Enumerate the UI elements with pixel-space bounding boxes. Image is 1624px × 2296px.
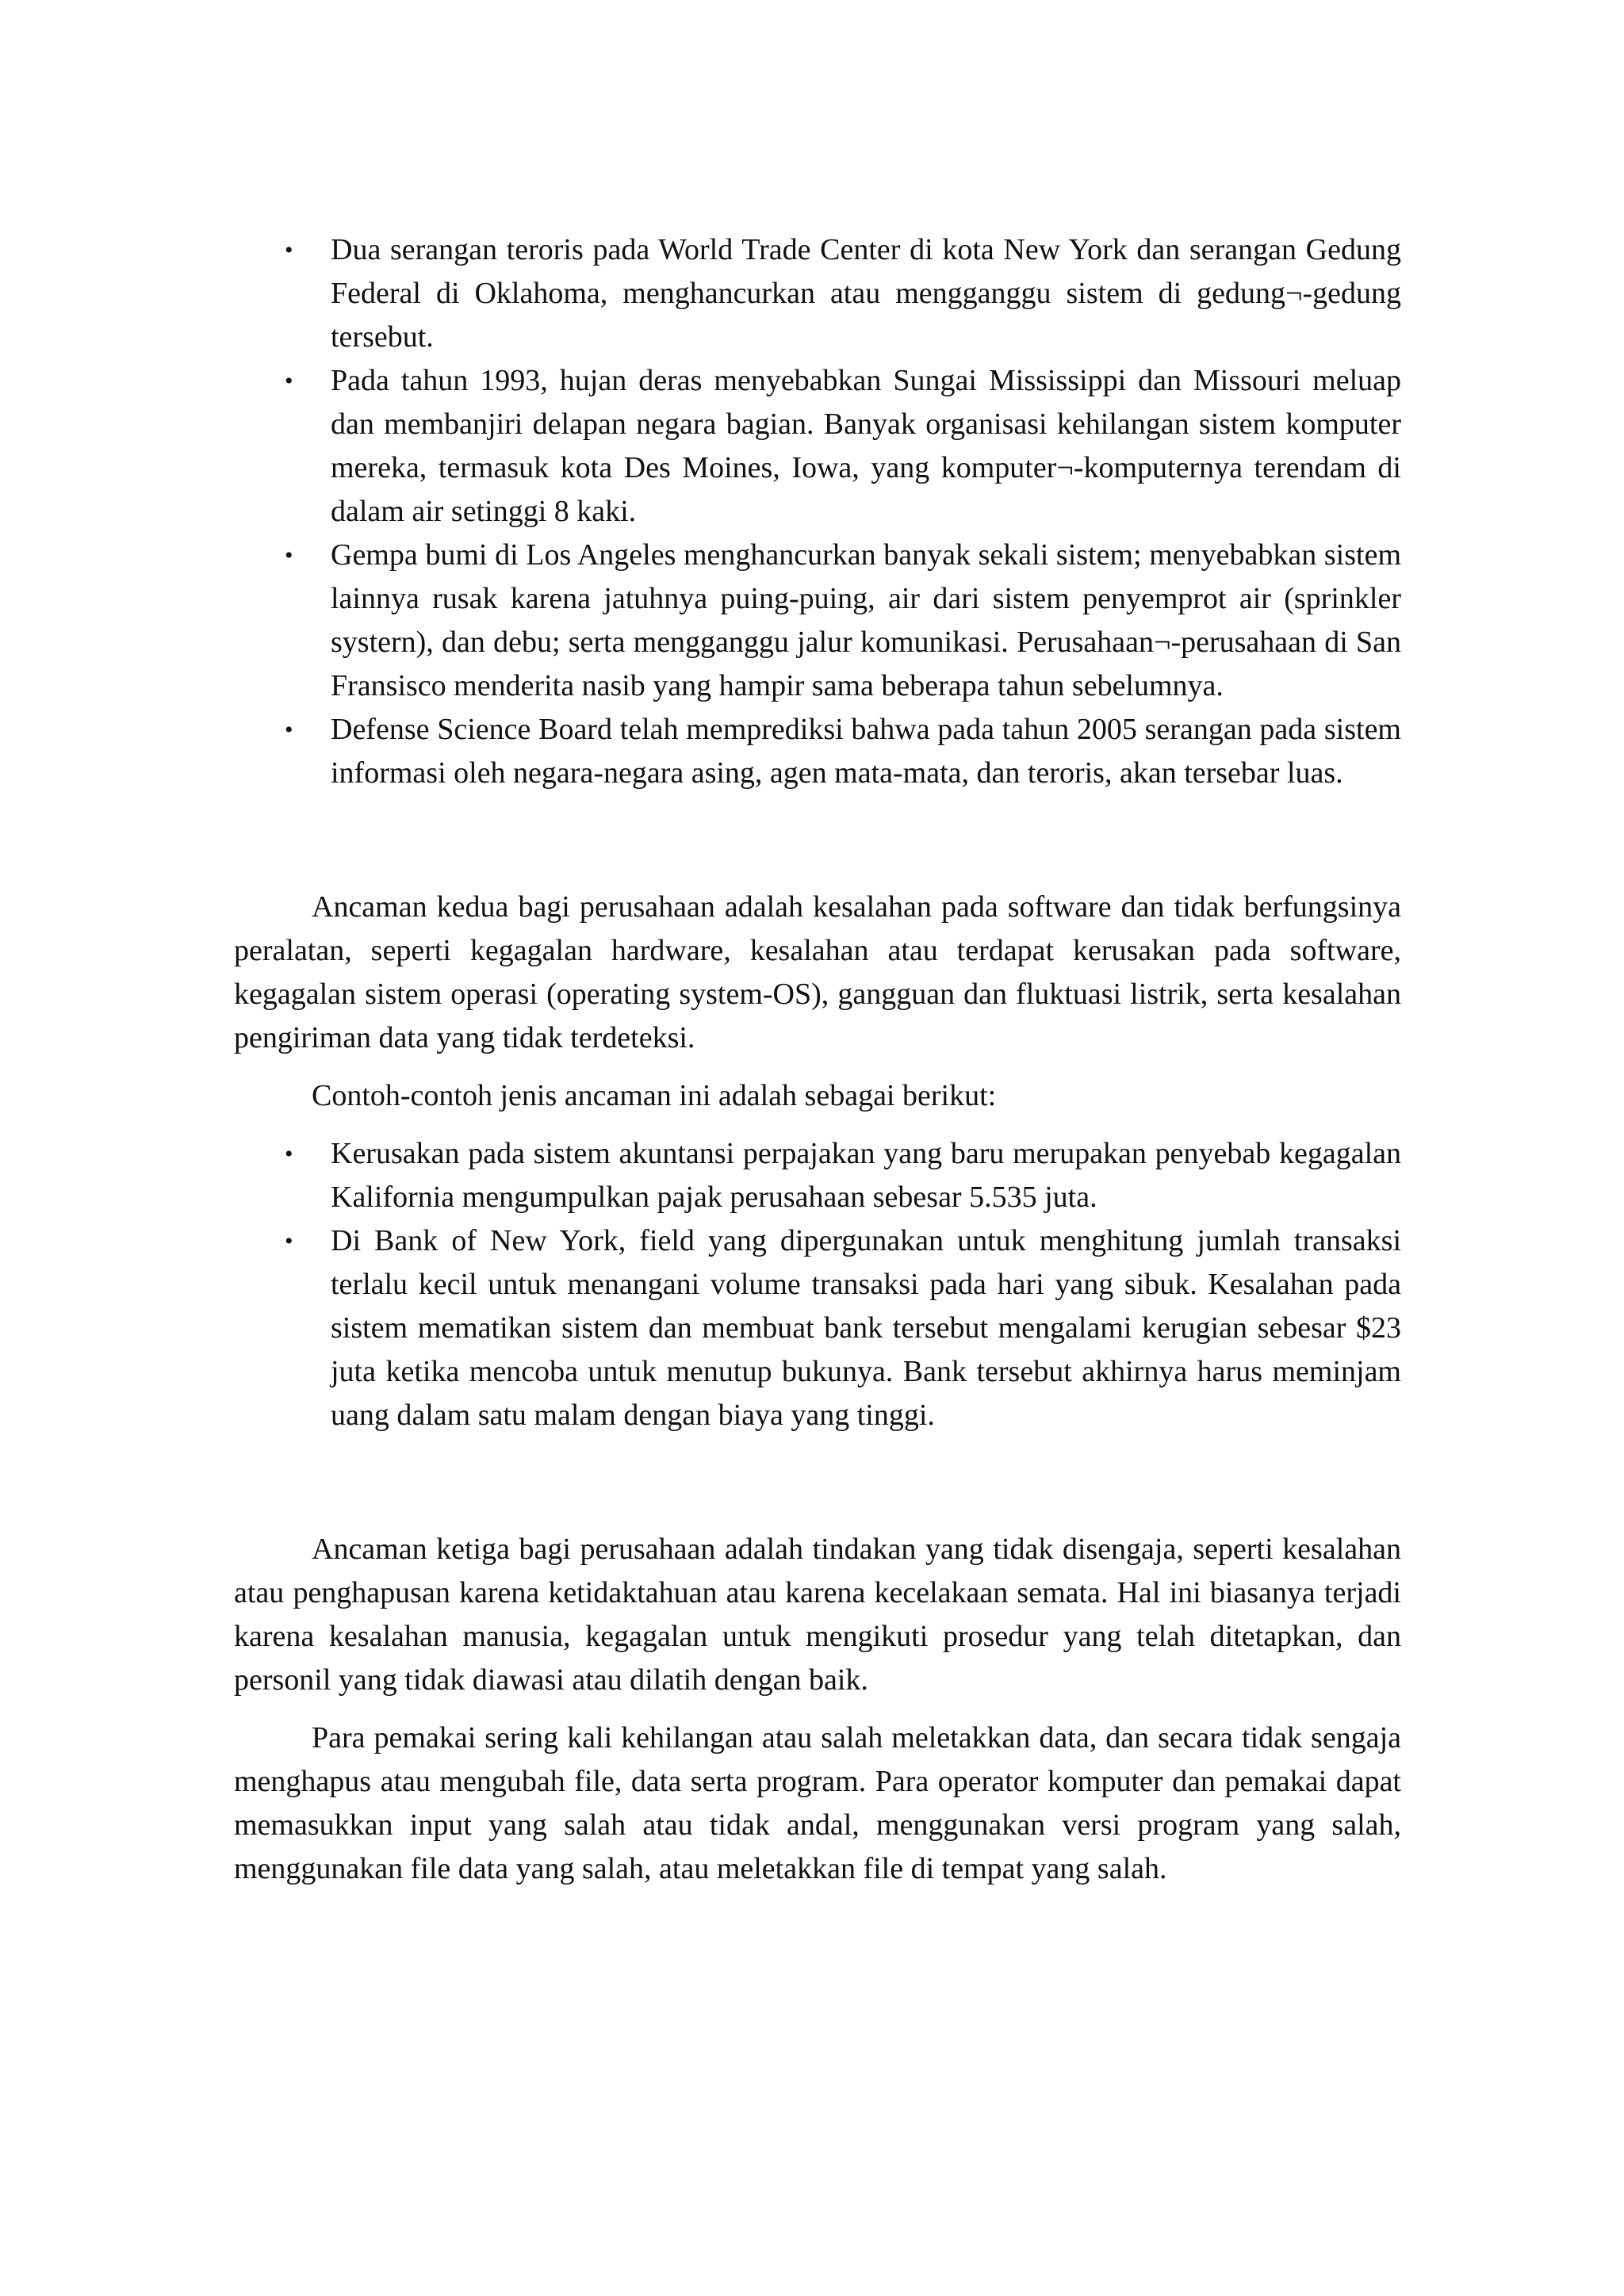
spacer xyxy=(234,1702,1401,1716)
list-item-text: Dua serangan teroris pada World Trade Center di kota New York dan serangan Gedung Federal di Oklahoma, menghancurkan atau mengganggu sistem di gedung¬-gedung tersebut. xyxy=(331,233,1401,354)
paragraph-threat-three: Ancaman ketiga bagi perusahaan adalah tindakan yang tidak disengaja, seperti kesalahan atau penghapusan karena ketidaktahuan atau karena kecelakaan semata. Hal ini biasanya terjadi karena kesalahan manusia, kegagalan untuk mengikuti prosedur yang telah ditetapkan, dan personil yang tidak diawasi atau dilatih dengan baik. xyxy=(234,1533,1401,1697)
paragraph-threat-two: Ancaman kedua bagi perusahaan adalah kesalahan pada software dan tidak berfungsinya peralatan, seperti kegagalan hardware, kesalahan atau terdapat kerusakan pada software, kegagalan sistem operasi (operating system-OS), gangguan dan fluktuasi listrik, serta kesalahan pengiriman data yang tidak terdeteksi. xyxy=(234,890,1401,1054)
list-item xyxy=(234,1132,1401,1219)
list-item-text: Kerusakan pada sistem akuntansi perpajakan yang baru merupakan penyebab kegagalan Kalifornia mengumpulkan pajak perusahaan sebesar 5.535 juta. xyxy=(331,1137,1401,1214)
list-item-text: Defense Science Board telah memprediksi bahwa pada tahun 2005 serangan pada sistem informasi oleh negara-negara asing, agen mata-mata, dan teroris, akan tersebar luas. xyxy=(331,713,1401,790)
bullet-icon: • xyxy=(285,237,293,263)
list-item xyxy=(234,534,1401,708)
bullet-list-software-errors xyxy=(234,1132,1401,1437)
spacer xyxy=(234,795,1401,886)
bullet-icon: • xyxy=(285,1141,293,1167)
list-item xyxy=(234,228,1401,359)
bullet-icon: • xyxy=(285,717,293,743)
spacer xyxy=(234,1060,1401,1074)
paragraph-examples-intro: Contoh-contoh jenis ancaman ini adalah sebagai berikut: xyxy=(312,1079,997,1112)
bullet-icon: • xyxy=(285,542,293,568)
bullet-icon: • xyxy=(285,368,293,394)
document-body xyxy=(234,228,1401,1891)
bullet-list-disasters xyxy=(234,228,1401,795)
list-item xyxy=(234,1219,1401,1437)
list-item-text: Gempa bumi di Los Angeles menghancurkan banyak sekali sistem; menyebabkan sistem lainnya rusak karena jatuhnya puing-puing, air dari sistem penyemprot air (sprinkler systern), dan debu; serta mengganggu jalur komunikasi. Perusahaan¬-perusahaan di San Fransisco menderita nasib yang hampir sama beberapa tahun sebelumnya. xyxy=(331,538,1401,702)
list-item-text: Di Bank of New York, field yang dipergunakan untuk menghitung jumlah transaksi terlalu kecil untuk menangani volume transaksi pada hari yang sibuk. Kesalahan pada sistem mematikan sistem dan membuat bank tersebut mengalami kerugian sebesar $23 juta ketika mencoba untuk menutup bukunya. Bank tersebut akhirnya harus meminjam uang dalam satu malam dengan biaya yang tinggi. xyxy=(331,1224,1401,1432)
list-item xyxy=(234,708,1401,795)
list-item-text: Pada tahun 1993, hujan deras menyebabkan Sungai Mississippi dan Missouri meluap dan membanjiri delapan negara bagian. Banyak organisasi kehilangan sistem komputer mereka, termasuk kota Des Moines, Iowa, yang komputer¬-komputernya terendam di dalam air setinggi 8 kaki. xyxy=(331,364,1401,528)
paragraph-users: Para pemakai sering kali kehilangan atau salah meletakkan data, dan secara tidak sengaja menghapus atau mengubah file, data serta program. Para operator komputer dan pemakai dapat memasukkan input yang salah atau tidak andal, menggunakan versi program yang salah, menggunakan file data yang salah, atau meletakkan file di tempat yang salah. xyxy=(234,1721,1401,1885)
spacer xyxy=(234,1437,1401,1528)
spacer xyxy=(234,1118,1401,1132)
bullet-icon: • xyxy=(285,1228,293,1254)
list-item xyxy=(234,359,1401,534)
